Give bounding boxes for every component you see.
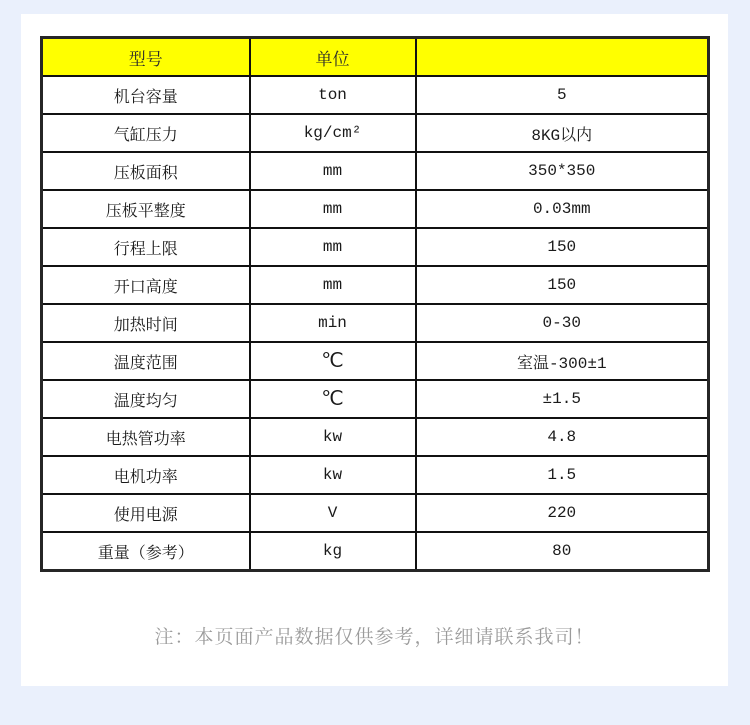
row-value: 室温-300±1 <box>416 342 709 380</box>
row-label: 压板面积 <box>42 152 250 190</box>
header-value <box>416 38 709 77</box>
row-unit: min <box>250 304 416 342</box>
row-label: 重量（参考） <box>42 532 250 571</box>
header-unit: 单位 <box>250 38 416 77</box>
row-label: 气缸压力 <box>42 114 250 152</box>
table-row <box>42 342 709 380</box>
row-value: 350*350 <box>416 152 709 190</box>
table-row <box>42 266 709 304</box>
row-unit: kw <box>250 418 416 456</box>
row-unit: mm <box>250 152 416 190</box>
row-unit: mm <box>250 228 416 266</box>
spec-table <box>40 36 710 572</box>
table-row <box>42 532 709 571</box>
row-label: 机台容量 <box>42 76 250 114</box>
row-value: 0-30 <box>416 304 709 342</box>
row-value: 150 <box>416 266 709 304</box>
disclaimer-note: 注：本页面产品数据仅供参考，详细请联系我司！ <box>154 627 595 648</box>
row-value: 1.5 <box>416 456 709 494</box>
row-label: 电热管功率 <box>42 418 250 456</box>
table-row <box>42 380 709 418</box>
row-unit: kw <box>250 456 416 494</box>
table-row <box>42 152 709 190</box>
row-value: 80 <box>416 532 709 571</box>
table-header-row <box>42 38 709 77</box>
row-unit: ton <box>250 76 416 114</box>
row-unit: mm <box>250 190 416 228</box>
row-value: 8KG以内 <box>416 114 709 152</box>
row-label: 开口高度 <box>42 266 250 304</box>
row-value: 150 <box>416 228 709 266</box>
row-unit: mm <box>250 266 416 304</box>
row-value: 4.8 <box>416 418 709 456</box>
row-label: 使用电源 <box>42 494 250 532</box>
table-row <box>42 76 709 114</box>
row-unit: kg <box>250 532 416 571</box>
row-value: 220 <box>416 494 709 532</box>
table-row <box>42 228 709 266</box>
header-model: 型号 <box>42 38 250 77</box>
table-row <box>42 418 709 456</box>
row-label: 行程上限 <box>42 228 250 266</box>
row-label: 压板平整度 <box>42 190 250 228</box>
table-row <box>42 494 709 532</box>
table-row <box>42 190 709 228</box>
row-unit: V <box>250 494 416 532</box>
row-value: 0.03mm <box>416 190 709 228</box>
row-label: 加热时间 <box>42 304 250 342</box>
row-unit: ℃ <box>250 342 416 380</box>
table-row <box>42 304 709 342</box>
row-label: 温度均匀 <box>42 380 250 418</box>
table-row <box>42 456 709 494</box>
table-row <box>42 114 709 152</box>
content-panel <box>21 14 728 686</box>
row-label: 电机功率 <box>42 456 250 494</box>
row-label: 温度范围 <box>42 342 250 380</box>
row-unit: ℃ <box>250 380 416 418</box>
row-value: 5 <box>416 76 709 114</box>
row-unit: kg/cm² <box>250 114 416 152</box>
row-value: ±1.5 <box>416 380 709 418</box>
